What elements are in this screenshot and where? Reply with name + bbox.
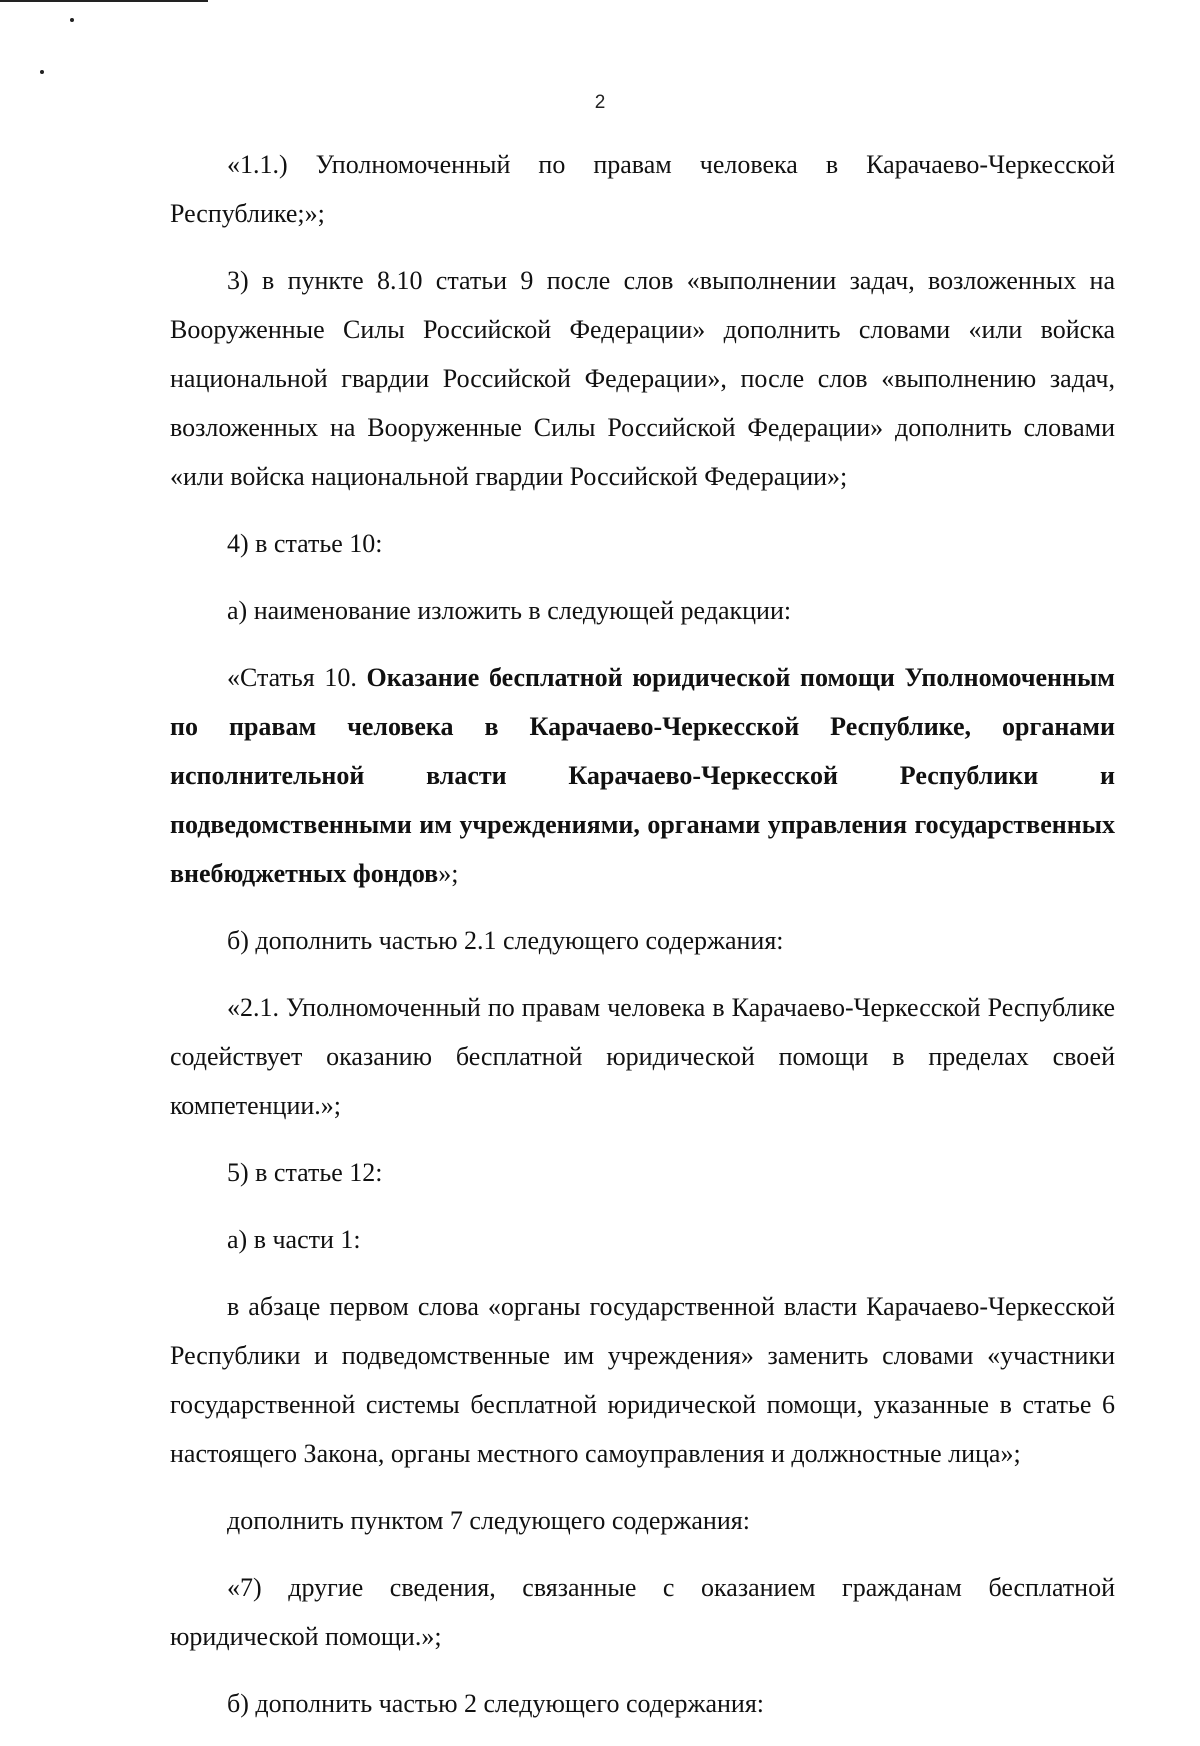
article-prefix: «Статья 10. <box>227 663 367 692</box>
paragraph: в абзаце первом слова «органы государственной власти Карачаево-Черкесской Республики и подведомственные им учреждения» заменить словами «участники государственной системы бесплатной юридической помощи, указанные в статье 6 настоящего Закона, органы местного самоуправления и должностные лица»; <box>170 1292 1115 1468</box>
paragraph: 4) в статье 10: <box>227 529 383 558</box>
paragraph: 5) в статье 12: <box>227 1158 383 1187</box>
article-title-bold: Оказание бесплатной юридической помощи Уполномоченным по правам человека в Карачаево-Черкесской Республике, органами исполнительной власти Карачаево-Черкесской Республики и подведомственными им учреждениями, органами управления государственных внебюджетных фондов <box>170 663 1115 888</box>
paragraph: 3) в пункте 8.10 статьи 9 после слов «выполнении задач, возложенных на Вооруженные Силы Российской Федерации» дополнить словами «или войска национальной гвардии Российской Федерации», после слов «выполнению задач, возложенных на Вооруженные Силы Российской Федерации» дополнить словами «или войска национальной гвардии Российской Федерации»; <box>170 266 1115 491</box>
paragraph: дополнить пунктом 7 следующего содержания: <box>227 1506 750 1535</box>
paragraph: «1.1.) Уполномоченный по правам человека в Карачаево-Черкесской Республике;»; <box>170 150 1115 228</box>
paragraph: а) в части 1: <box>227 1225 361 1254</box>
paragraph: б) дополнить частью 2 следующего содержания: <box>227 1689 765 1718</box>
scan-artifact-dot <box>70 18 74 22</box>
paragraph: «2.1. Уполномоченный по правам человека в Карачаево-Черкесской Республике содействует оказанию бесплатной юридической помощи в пределах своей компетенции.»; <box>170 993 1115 1120</box>
paragraph: «7) другие сведения, связанные с оказанием гражданам бесплатной юридической помощи.»; <box>170 1573 1115 1651</box>
paragraph: а) наименование изложить в следующей редакции: <box>227 596 792 625</box>
document-body <box>170 140 1115 1746</box>
article-suffix: »; <box>438 859 459 888</box>
scan-artifact-dot <box>40 70 44 74</box>
paragraph: б) дополнить частью 2.1 следующего содержания: <box>227 926 784 955</box>
scan-artifact-line <box>0 0 208 2</box>
article-title-paragraph <box>170 653 1115 898</box>
page-number: 2 <box>594 92 606 113</box>
